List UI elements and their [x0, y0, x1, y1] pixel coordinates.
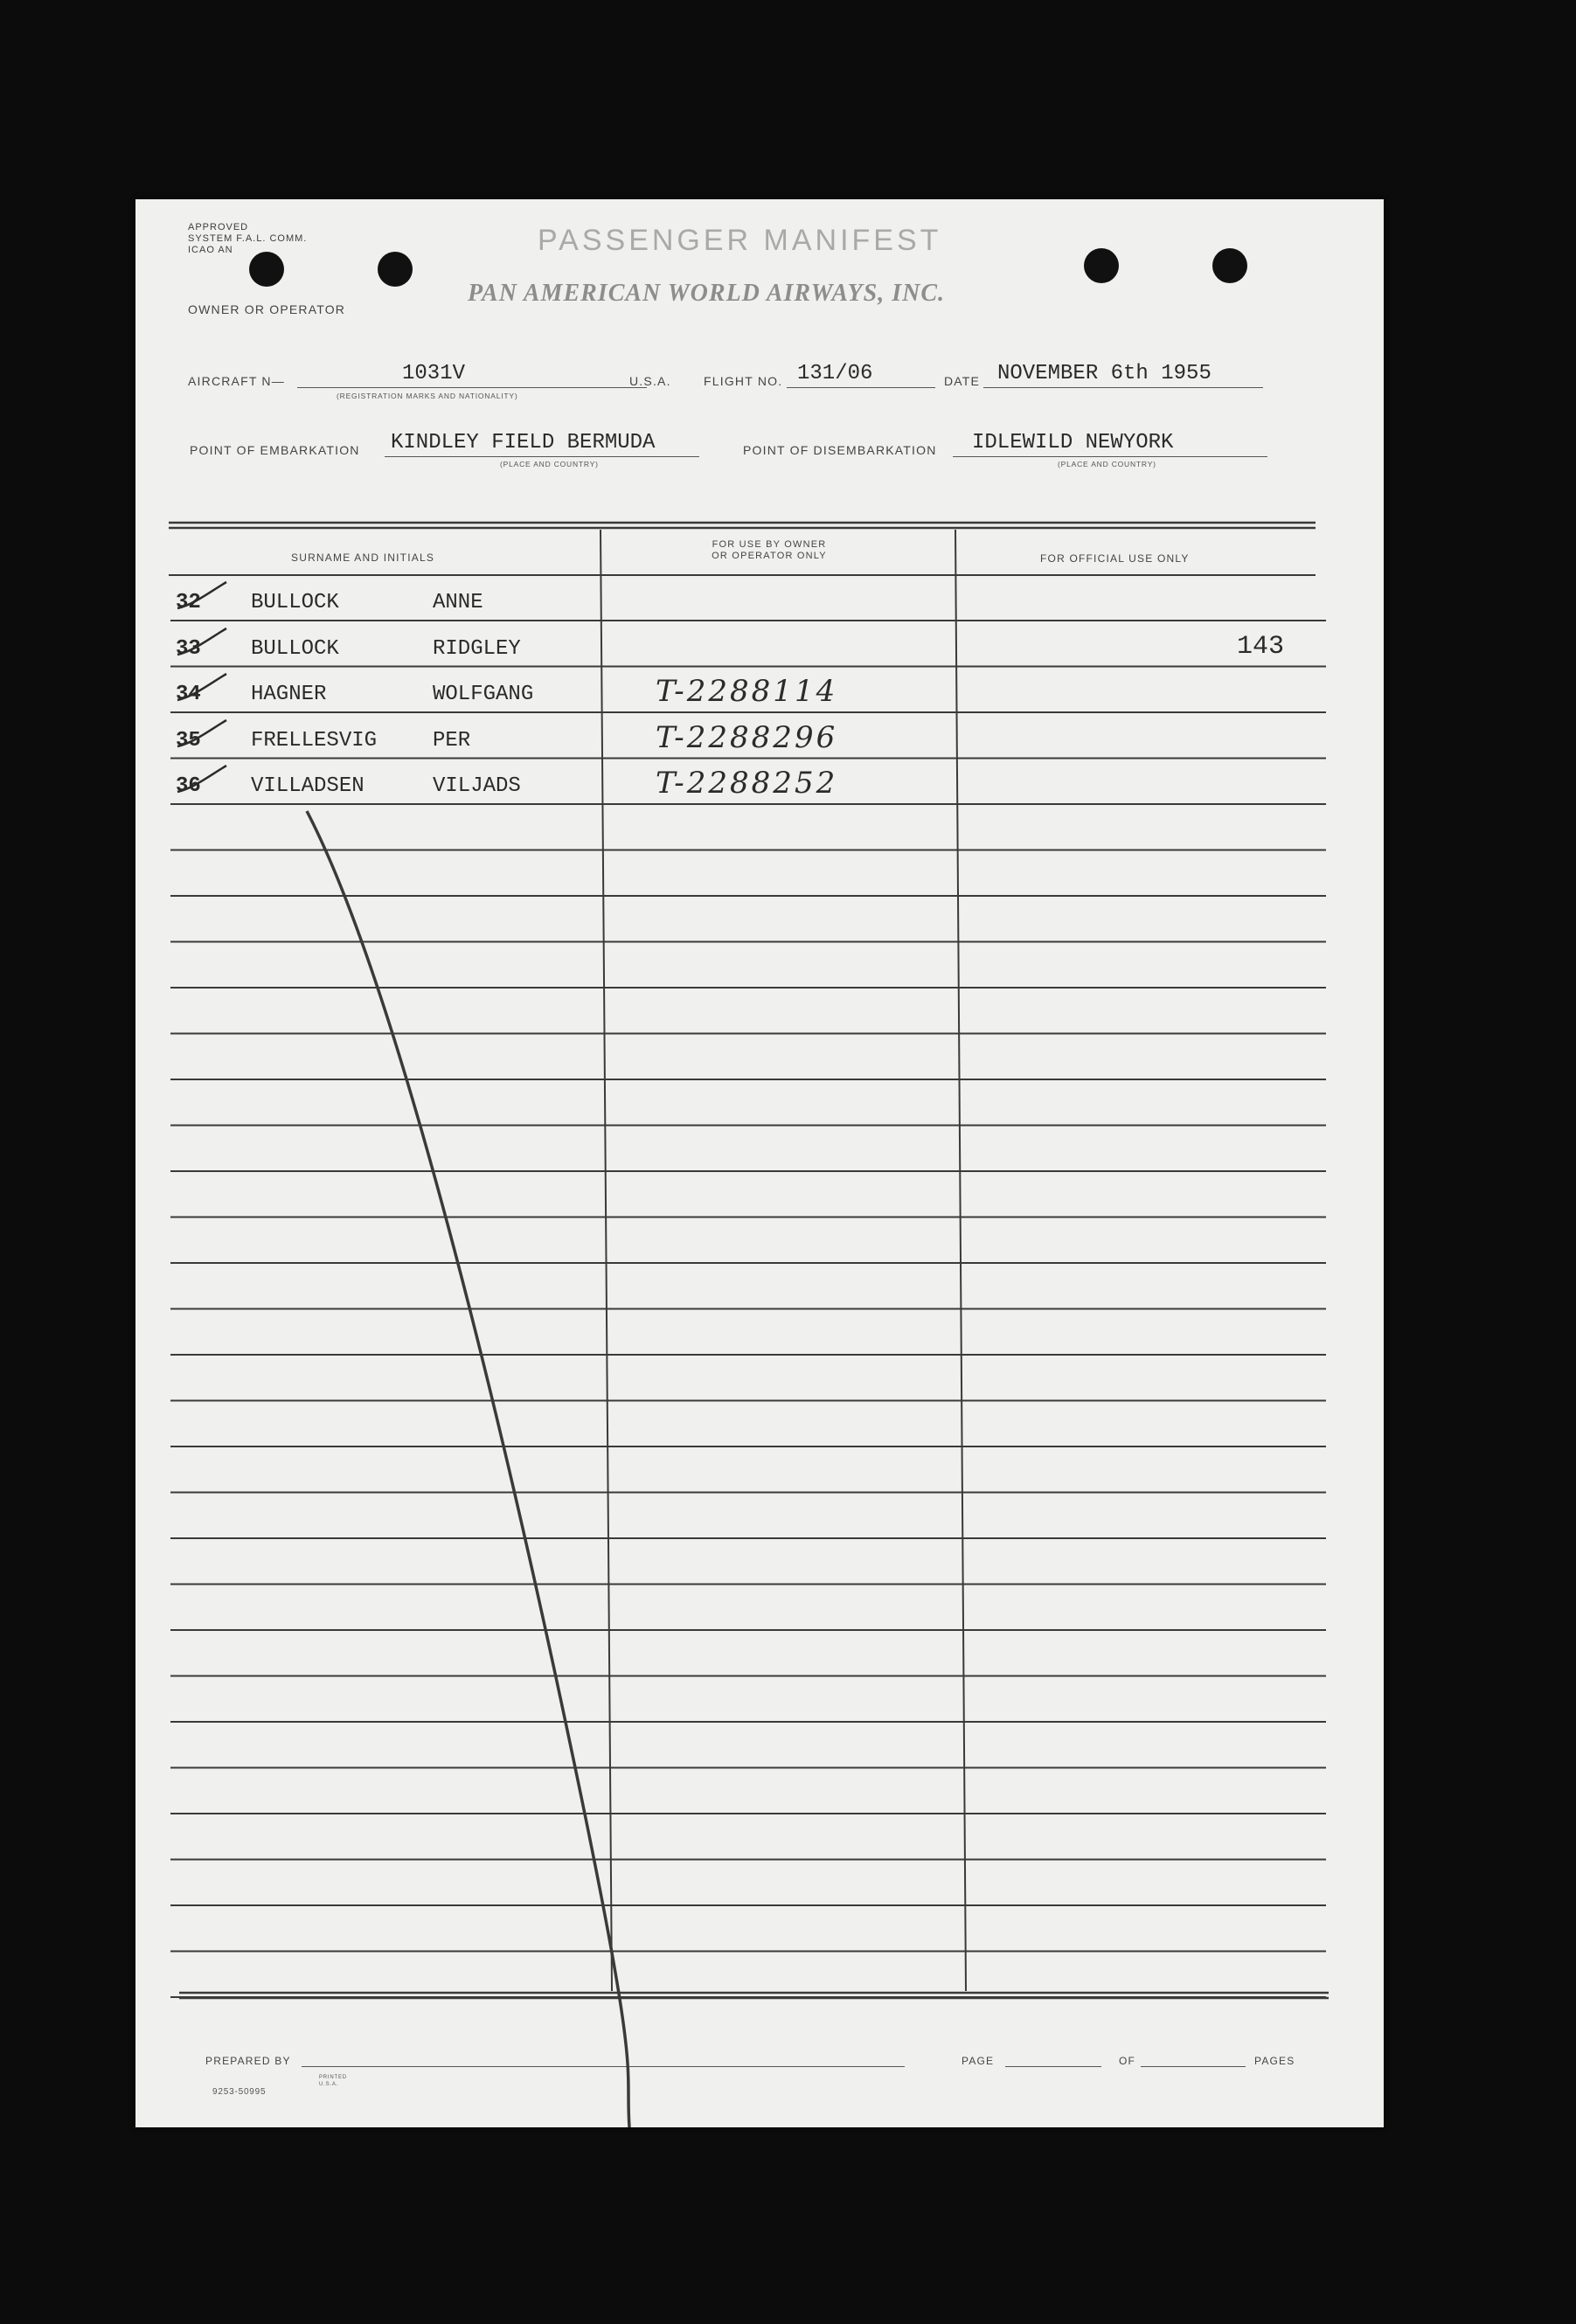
- surname-column-header: SURNAME AND INITIALS: [291, 552, 435, 564]
- airline-name: PAN AMERICAN WORLD AIRWAYS, INC.: [468, 280, 946, 307]
- aircraft-label: AIRCRAFT N—: [188, 374, 285, 388]
- passenger-given-name: ANNE: [433, 591, 483, 614]
- date-label: DATE: [944, 374, 981, 388]
- page-underline: [1005, 2066, 1101, 2067]
- pages-label: PAGES: [1254, 2055, 1295, 2067]
- date-value: NOVEMBER 6th 1955: [997, 362, 1212, 385]
- passenger-number: 33: [176, 636, 201, 661]
- embarkation-caption: (PLACE AND COUNTRY): [500, 460, 599, 468]
- passenger-number: 32: [176, 591, 201, 614]
- passenger-surname: VILLADSEN: [251, 774, 364, 798]
- owner-use-line: OR OPERATOR ONLY: [712, 551, 827, 561]
- flight-label: FLIGHT NO.: [704, 374, 783, 388]
- ticket-number: T-2288252: [656, 766, 838, 801]
- aircraft-value: 1031V: [402, 362, 466, 385]
- passenger-given-name: RIDGLEY: [433, 636, 521, 661]
- approval-line: ICAO AN: [188, 245, 233, 255]
- official-use-column-header: FOR OFFICIAL USE ONLY: [1040, 552, 1190, 565]
- official-use-value: 143: [1237, 631, 1285, 662]
- passenger-surname: BULLOCK: [251, 591, 339, 614]
- prepared-by-underline: [302, 2066, 905, 2067]
- passenger-given-name: WOLFGANG: [433, 683, 534, 706]
- check-mark-icon: [176, 764, 228, 799]
- passenger-number: 36: [176, 774, 201, 798]
- printed-mark: [319, 2074, 347, 2088]
- flight-value: 131/06: [797, 362, 873, 385]
- of-underline: [1141, 2066, 1246, 2067]
- printed-mark-line: PRINTED: [319, 2075, 347, 2080]
- printed-mark-line: U.S.A.: [319, 2082, 339, 2087]
- manifest-sheet: [135, 199, 1384, 2127]
- check-mark-icon: [176, 718, 228, 753]
- passenger-number: 34: [176, 683, 201, 706]
- prepared-by-label: PREPARED BY: [205, 2055, 291, 2067]
- check-mark-icon: [176, 672, 228, 707]
- check-mark-icon: [176, 580, 228, 615]
- page-label: PAGE: [962, 2055, 995, 2067]
- passenger-given-name: VILJADS: [433, 774, 521, 798]
- grid-line: [601, 530, 612, 1991]
- owner-label: OWNER OR OPERATOR: [188, 302, 346, 316]
- ticket-number: T-2288296: [656, 719, 838, 755]
- usa-label: U.S.A.: [629, 374, 671, 388]
- passenger-given-name: PER: [433, 728, 471, 753]
- check-mark-icon: [176, 627, 228, 662]
- passenger-number: 35: [176, 728, 201, 753]
- table-grid: [135, 199, 1384, 2127]
- approval-line: APPROVED: [188, 222, 249, 232]
- form-title: PASSENGER MANIFEST: [538, 224, 942, 257]
- form-number: 9253-50995: [212, 2087, 267, 2097]
- embarkation-value: KINDLEY FIELD BERMUDA: [391, 431, 656, 454]
- disembarkation-label: POINT OF DISEMBARKATION: [743, 443, 937, 457]
- passenger-surname: BULLOCK: [251, 636, 339, 661]
- passenger-surname: HAGNER: [251, 683, 327, 706]
- ticket-number: T-2288114: [656, 674, 838, 709]
- approval-line: SYSTEM F.A.L. COMM.: [188, 233, 308, 244]
- passenger-surname: FRELLESVIG: [251, 728, 378, 753]
- of-label: OF: [1119, 2055, 1136, 2067]
- embarkation-label: POINT OF EMBARKATION: [190, 443, 360, 457]
- registration-caption: (REGISTRATION MARKS AND NATIONALITY): [337, 392, 518, 400]
- owner-use-line: FOR USE BY OWNER: [712, 539, 827, 550]
- disembarkation-value: IDLEWILD NEWYORK: [972, 431, 1174, 454]
- grid-line: [955, 530, 966, 1991]
- disembarkation-caption: (PLACE AND COUNTRY): [1058, 460, 1156, 468]
